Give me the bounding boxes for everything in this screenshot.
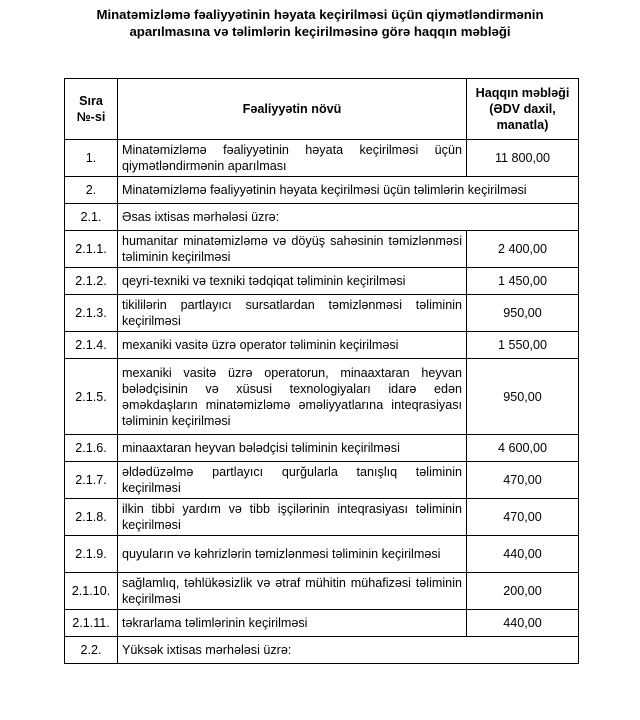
row-number: 2.1.4. [65, 332, 118, 359]
row-activity: Əsas ixtisas mərhələsi üzrə: [118, 204, 579, 231]
header-activity: Fəaliyyətin növü [118, 79, 467, 140]
table-row [65, 637, 579, 664]
row-activity: tikililərin partlayıcı sursatlardan təmizlənməsi təliminin keçirilməsi [118, 295, 467, 332]
row-number: 2.1.1. [65, 231, 118, 268]
row-number: 2.1.5. [65, 359, 118, 435]
row-activity: Minatəmizləmə fəaliyyətinin həyata keçirilməsi üçün qiymətləndirmənin aparılması [118, 140, 467, 177]
row-amount: 200,00 [467, 573, 579, 610]
header-number-line-2: №-si [76, 110, 106, 124]
table-row [65, 536, 579, 573]
table-row [65, 462, 579, 499]
title-line-2: aparılmasına və təlimlərin keçirilməsinə görə haqqın məbləği [129, 24, 511, 39]
row-amount: 2 400,00 [467, 231, 579, 268]
table-header-row [65, 79, 579, 140]
row-activity: mexaniki vasitə üzrə operatorun, minaaxtaran heyvan bələdçisinin və xüsusi texnologiyaları idarə edən əməkdaşların minatəmizləmə əməliyyatlarına inteqrasiyası təliminin keçirilməsi [118, 359, 467, 435]
row-number: 2.1.6. [65, 435, 118, 462]
document-title [60, 6, 580, 40]
row-number: 2.1.9. [65, 536, 118, 573]
row-number: 2.1.3. [65, 295, 118, 332]
row-activity: ilkin tibbi yardım və tibb işçilərinin inteqrasiyası təliminin keçirilməsi [118, 499, 467, 536]
table-row [65, 140, 579, 177]
table-row [65, 231, 579, 268]
table-row [65, 610, 579, 637]
row-amount: 11 800,00 [467, 140, 579, 177]
row-activity: Yüksək ixtisas mərhələsi üzrə: [118, 637, 579, 664]
row-number: 2. [65, 177, 118, 204]
row-activity: əldədüzəlmə partlayıcı qurğularla tanışlıq təliminin keçirilməsi [118, 462, 467, 499]
header-amount [467, 79, 579, 140]
row-activity: mexaniki vasitə üzrə operator təliminin keçirilməsi [118, 332, 467, 359]
header-amount-line-1: Haqqın məbləği [475, 86, 570, 100]
table-row [65, 359, 579, 435]
row-number: 2.1.7. [65, 462, 118, 499]
row-activity: Minatəmizləmə fəaliyyətinin həyata keçirilməsi üçün təlimlərin keçirilməsi [118, 177, 579, 204]
table-row [65, 268, 579, 295]
row-activity: minaaxtaran heyvan bələdçisi təliminin keçirilməsi [118, 435, 467, 462]
row-amount: 4 600,00 [467, 435, 579, 462]
title-line-1: Minatəmizləmə fəaliyyətinin həyata keçirilməsi üçün qiymətləndirmənin [96, 7, 544, 22]
table-row [65, 204, 579, 231]
row-number: 2.2. [65, 637, 118, 664]
header-amount-line-2: (ƏDV daxil, [489, 102, 556, 116]
header-number [65, 79, 118, 140]
row-amount: 470,00 [467, 499, 579, 536]
row-activity: quyuların və kəhrizlərin təmizlənməsi təliminin keçirilməsi [118, 536, 467, 573]
header-number-line-1: Sıra [79, 94, 103, 108]
table-row [65, 499, 579, 536]
row-number: 2.1.10. [65, 573, 118, 610]
row-number: 1. [65, 140, 118, 177]
row-amount: 950,00 [467, 359, 579, 435]
row-amount: 440,00 [467, 536, 579, 573]
row-amount: 1 450,00 [467, 268, 579, 295]
table-row [65, 573, 579, 610]
row-number: 2.1. [65, 204, 118, 231]
row-activity: sağlamlıq, təhlükəsizlik və ətraf mühitin mühafizəsi təliminin keçirilməsi [118, 573, 467, 610]
row-activity: humanitar minatəmizləmə və döyüş sahəsinin təmizlənməsi təliminin keçirilməsi [118, 231, 467, 268]
table-row [65, 332, 579, 359]
row-activity: təkrarlama təlimlərinin keçirilməsi [118, 610, 467, 637]
row-number: 2.1.8. [65, 499, 118, 536]
row-number: 2.1.2. [65, 268, 118, 295]
row-amount: 950,00 [467, 295, 579, 332]
header-amount-line-3: manatla) [496, 118, 549, 132]
table-row [65, 435, 579, 462]
fee-table [64, 78, 579, 664]
row-amount: 470,00 [467, 462, 579, 499]
row-amount: 1 550,00 [467, 332, 579, 359]
row-number: 2.1.11. [65, 610, 118, 637]
table-row [65, 177, 579, 204]
table-row [65, 295, 579, 332]
row-activity: qeyri-texniki və texniki tədqiqat təliminin keçirilməsi [118, 268, 467, 295]
row-amount: 440,00 [467, 610, 579, 637]
